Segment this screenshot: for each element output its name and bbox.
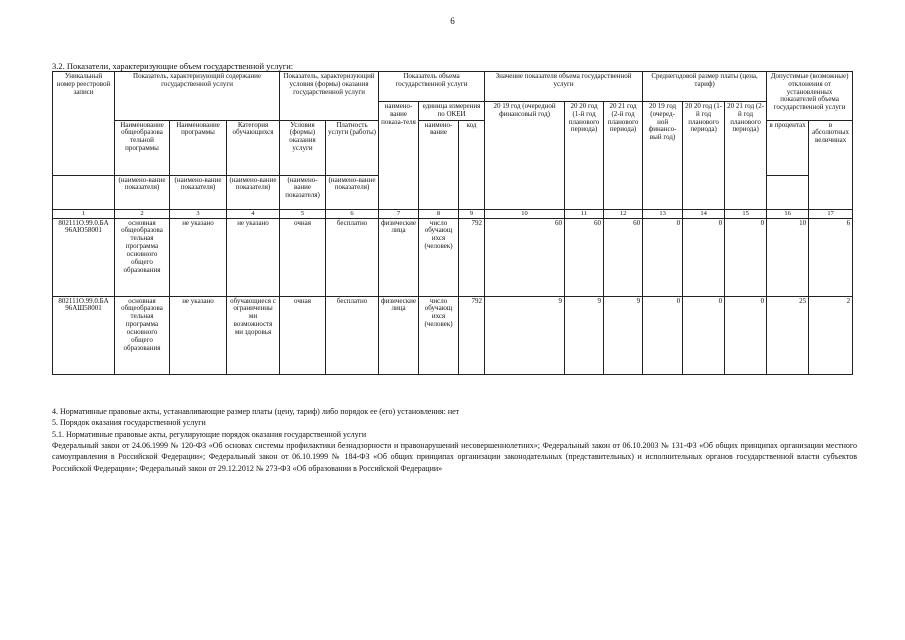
section-title: 3.2. Показатели, характеризующие объем государственной услуги: xyxy=(52,61,294,71)
column-number: 14 xyxy=(683,209,725,218)
federal-laws-paragraph: Федеральный закон от 24.06.1999 № 120-ФЗ «Об основах системы профилактики безнадзорности и правонарушений несовершеннолетних»; Федеральный закон от 06.10.2003 № 131-ФЗ «Об общих принципах организации местного самоуправления в Российской Федерации»; Федеральный закон от 06.10.1999 № 184-ФЗ «Об общих принципах организации законодательных (представительных) и исполнительных органов государственной власти субъектов Российской Федерации»; Федеральный закон от 29.12.2012 № 273-ФЗ «Об образовании в Российской Федерации» xyxy=(52,441,857,473)
header-dev-percent: в процентах xyxy=(767,120,809,175)
header-unit-code: код xyxy=(459,120,485,175)
regulating-acts-heading: 5.1. Нормативные правовые акты, регулирующие порядок оказания государственной услуги xyxy=(52,429,367,439)
dev-absolute-cell: 2 xyxy=(809,296,853,374)
indicator-label: (наимено-вание показателя) xyxy=(227,175,280,209)
header-volume-indicator: Показатель объема государственной услуги xyxy=(379,72,485,102)
header-blank xyxy=(485,175,565,209)
column-number: 7 xyxy=(379,209,419,218)
header-blank xyxy=(725,175,767,209)
header-year-3: 20 21 год (2-й год планового периода) xyxy=(604,102,643,176)
header-blank xyxy=(379,175,419,209)
header-program-name: Наименование общеобразова тельной программы xyxy=(115,120,170,175)
column-number: 11 xyxy=(565,209,604,218)
header-registry-number: Уникальный номер реестровой записи xyxy=(53,72,115,176)
column-number: 13 xyxy=(643,209,683,218)
payment-cell: бесплатно xyxy=(326,296,379,374)
student-category-cell: не указано xyxy=(227,218,280,296)
column-number: 9 xyxy=(459,209,485,218)
payment-acts-paragraph: 4. Нормативные правовые акты, устанавливающие размер платы (цену, тариф) либо порядок ее (его) установления: нет xyxy=(52,407,460,416)
volume-year-2-cell: 60 xyxy=(565,218,604,296)
column-number-row xyxy=(53,209,853,218)
header-dev-absolute: в абсолютных величинах xyxy=(809,120,853,175)
volume-year-1-cell: 9 xyxy=(485,296,565,374)
price-year-3-cell: 0 xyxy=(725,218,767,296)
header-blank xyxy=(767,175,809,209)
price-year-1-cell: 0 xyxy=(643,218,683,296)
price-year-3-cell: 0 xyxy=(725,296,767,374)
header-student-category: Категория обучающихся xyxy=(227,120,280,175)
price-year-2-cell: 0 xyxy=(683,218,725,296)
unit-code-cell: 792 xyxy=(459,296,485,374)
indicator-label: (наимено-вание показателя) xyxy=(115,175,170,209)
unit-code-cell: 792 xyxy=(459,218,485,296)
header-avg-price: Среднегодовой размер платы (цена, тариф) xyxy=(643,72,767,102)
indicator-label: (наимено-ванне показателя) xyxy=(326,175,379,209)
page-number: 6 xyxy=(450,16,455,26)
column-number: 12 xyxy=(604,209,643,218)
header-conditions-indicator: Показатель, характеризующий условия (формы) оказания государственной услуги xyxy=(280,72,379,121)
program-name-cell: основная общеобразова тельная программа основного общего образования xyxy=(115,296,170,374)
header-price-year-2: 20 20 год (1-й год планового периода) xyxy=(683,102,725,176)
header-payment: Платность услуги (работы) xyxy=(326,120,379,175)
header-price-year-3: 20 21 год (2-й год планового периода) xyxy=(725,102,767,176)
program-cell: не указано xyxy=(170,296,227,374)
indicator-label: (наимено-вание показателя) xyxy=(170,175,227,209)
price-year-1-cell: 0 xyxy=(643,296,683,374)
column-number: 6 xyxy=(326,209,379,218)
column-number: 10 xyxy=(485,209,565,218)
header-year-1: 20 19 год (очередной финансовый год) xyxy=(485,102,565,176)
dev-absolute-cell: 6 xyxy=(809,218,853,296)
header-content-indicator: Показатель, характеризующий содержание государственной услуги xyxy=(115,72,280,121)
column-number: 4 xyxy=(227,209,280,218)
dev-percent-cell: 25 xyxy=(767,296,809,374)
column-number: 8 xyxy=(419,209,459,218)
volume-year-3-cell: 9 xyxy=(604,296,643,374)
header-blank xyxy=(419,175,459,209)
registry-number-cell: 802111О.99.0.БА 96АШ58001 xyxy=(53,296,115,374)
column-number: 2 xyxy=(115,209,170,218)
indicator-label: (наимено-вание показателя) xyxy=(280,175,326,209)
header-blank xyxy=(643,175,683,209)
header-volume-name: наимено-вание показа-теля xyxy=(379,102,419,176)
price-year-2-cell: 0 xyxy=(683,296,725,374)
service-order-heading: 5. Порядок оказания государственной услуги xyxy=(52,418,206,428)
column-number: 17 xyxy=(809,209,853,218)
program-cell: не указано xyxy=(170,218,227,296)
volume-year-2-cell: 9 xyxy=(565,296,604,374)
volume-name-cell: физические лица xyxy=(379,296,419,374)
header-volume-unit: единица измерения по ОКЕИ xyxy=(419,102,485,121)
header-unit-name: наимено-вание xyxy=(419,120,459,175)
header-year-2: 20 20 год (1-й год планового периода) xyxy=(565,102,604,176)
service-form-cell: очная xyxy=(280,296,326,374)
table-row xyxy=(53,218,853,296)
unit-name-cell: число обучающ ихся (человек) xyxy=(419,218,459,296)
header-volume-value: Значение показателя объема государственной услуги xyxy=(485,72,643,102)
header-service-form: Условия (формы) оказания услуги xyxy=(280,120,326,175)
registry-number-cell: 802111О.99.0.БА 96АЮ58001 xyxy=(53,218,115,296)
header-blank xyxy=(809,175,853,209)
column-number: 15 xyxy=(725,209,767,218)
header-program: Наименование программы xyxy=(170,120,227,175)
volume-year-1-cell: 60 xyxy=(485,218,565,296)
volume-year-3-cell: 60 xyxy=(604,218,643,296)
header-blank xyxy=(565,175,604,209)
normative-acts-section xyxy=(52,406,857,474)
unit-name-cell: число обучающ ихся (человек) xyxy=(419,296,459,374)
column-number: 16 xyxy=(767,209,809,218)
program-name-cell: основная общеобразова тельная программа основного общего образования xyxy=(115,218,170,296)
column-number: 3 xyxy=(170,209,227,218)
volume-name-cell: физические лица xyxy=(379,218,419,296)
header-deviations: Допустимые (возможные) отклонения от установленных показателей объема государственной услуги xyxy=(767,72,853,121)
header-blank xyxy=(53,175,115,209)
header-blank xyxy=(459,175,485,209)
payment-cell: бесплатно xyxy=(326,218,379,296)
table-row xyxy=(53,296,853,374)
header-blank xyxy=(683,175,725,209)
dev-percent-cell: 10 xyxy=(767,218,809,296)
column-number: 5 xyxy=(280,209,326,218)
header-price-year-1: 20 19 год (очеред-ной финансо-вый год) xyxy=(643,102,683,176)
student-category-cell: обучающиеся с ограниченны ми возможностя ми здоровья xyxy=(227,296,280,374)
service-form-cell: очная xyxy=(280,218,326,296)
volume-indicators-table xyxy=(52,71,853,375)
column-number: 1 xyxy=(53,209,115,218)
header-blank xyxy=(604,175,643,209)
